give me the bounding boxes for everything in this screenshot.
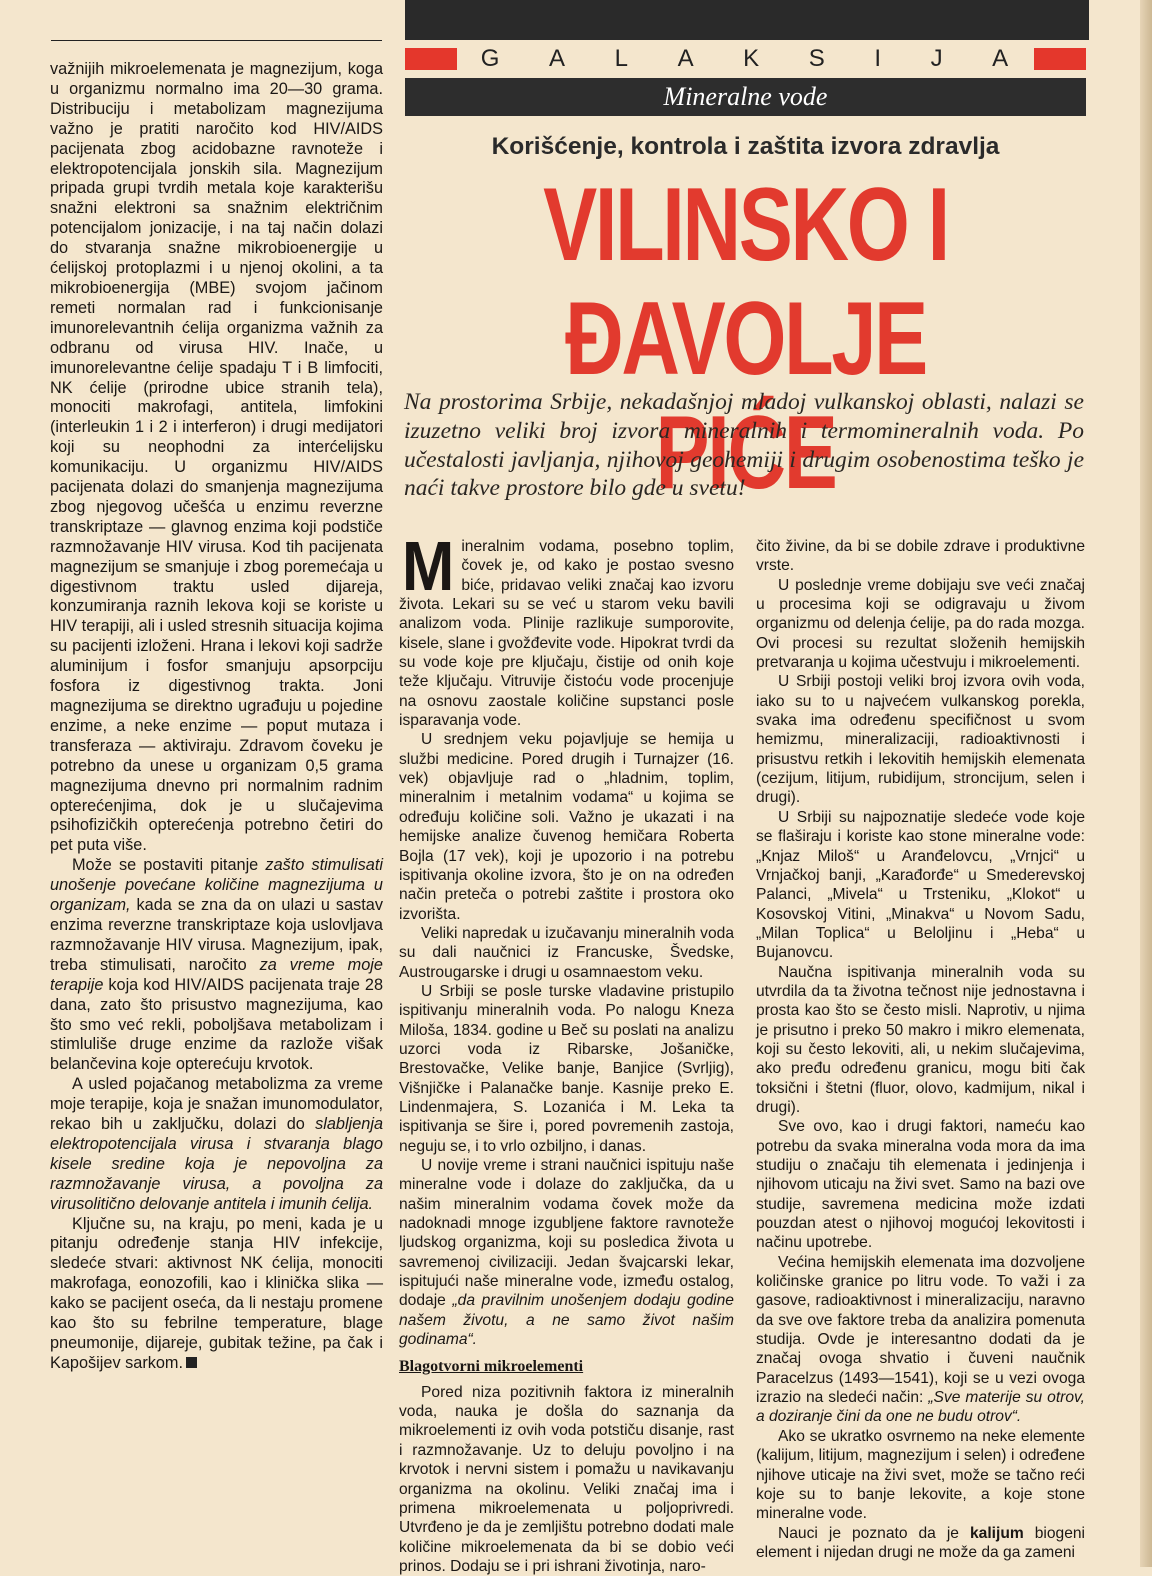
section-name bbox=[457, 45, 1034, 73]
right-paragraph-5: Naučna ispitivanja mineralnih voda su utvrdila da ta životna tečnost nije jednostavna i prosta kao što se često misli. Naprotiv, u njima je prisutno i preko 50 makro i mikro elemenata, koji su često lekoviti, ali, u nekim slučajevima, ako pređu određenu granicu, mogu biti čak toksični i štetni (fluor, olovo, kadmijum, nikal i drugi). bbox=[756, 963, 1085, 1116]
section-banner bbox=[405, 46, 1086, 72]
left-paragraph-3: A usled pojačanog metabolizma za vreme moje terapije, koja je snažan imunomodulator, rekao bih u zaključku, dolazi do slabljenja elektropotencijala virusa i stvaranja blago kisele sredine koja je nepovoljna za razmnožavanje virusa, a povoljna za virusolitično delovanje antitela i imunih ćelija. bbox=[50, 1075, 383, 1213]
right-paragraph-6: Sve ovo, kao i drugi faktori, nameću kao potrebu da svaka mineralna voda mora da ima studiju o značaju tih elemenata i jedinjenja i njihovom uticaju na živi svet. Samo na bazi ove studije, savremena medicina može izdati pouzdan atest o njihovoj mogućoj lekovitosti i načinu upotrebe. bbox=[756, 1118, 1085, 1252]
mid-paragraph-2: U srednjem veku pojavljuje se hemija u službi medicine. Pored drugih i Turnajzer (16. vek) objavljuje rad o „hladnim, toplim, mineralnim i metalnim vodama“ u kojima se određuju količine soli. Važno je ukazati i na hemijske analize čuvenog hemičara Roberta Bojla (17 vek), koji je upozorio i na potrebu ispitivanja okoline izvora, što je on na određen način preteča o potrebi zaštite i prostora oko izvorišta. bbox=[399, 731, 734, 923]
right-paragraph-8: Ako se ukratko osvrnemo na neke elemente (kalijum, litijum, magnezijum i selen) i određene njihove uticaje na živi svet, može se tačno reći koje su to banje lekovite, a koje stone mineralne vode. bbox=[756, 1427, 1085, 1523]
right-paragraph-4: U Srbiji su najpoznatije sledeće vode koje se flaširaju i koriste kao stone mineralne vode: „Knjaz Miloš“ u Aranđelovcu, „Vrnjci“ u Vrnjačkoj banji, „Karađorđe“ u Smederevskoj Palanci, „Mivela“ u Trsteniku, „Klokot“ u Kosovskoj Vitini, „Minakva“ u Novom Sadu, „Milan Toplica“ u Beloljinu i „Heba“ u Bujanovcu. bbox=[756, 808, 1085, 962]
title-line-2: ĐAVOLJE PIĆE bbox=[565, 281, 926, 511]
right-paragraph-7: Većina hemijskih elemenata ima dozvoljene količinske granice po litru vode. To važi i za gasove, radioaktivnost i mineralizaciju, naravno da sve ove faktore treba da analizira pomenuta studija. Ovde je interesantno dodati da je značaj ovoga shvatio i čuveni naučnik Paracelzus (1493—1541), koji se u vezi ovoga izrazio na sledeći način: „Sve materije su otrov, a doziranje čini da one ne budu otrov“. bbox=[756, 1253, 1085, 1426]
drop-cap: M bbox=[401, 527, 455, 605]
section-letter: A bbox=[992, 45, 1011, 72]
mid-paragraph-3: Veliki napredak u izučavanju mineralnih voda su dali naučnici iz Francuske, Švedske, Austrougarske i drugi u osamnaestom veku. bbox=[399, 924, 734, 981]
red-block-left bbox=[405, 48, 457, 70]
right-paragraph-1: čito živine, da bi se dobile zdrave i produktivne vrste. bbox=[756, 538, 1085, 575]
mid-paragraph-4: U Srbiji se posle turske vladavine pristupilo ispitivanju mineralnih voda. Po nalogu Kneza Miloša, 1834. godine u Beč su poslati na analizu uzorci voda iz Ribarske, Jošaničke, Brestovačke, Velike banje, Banjice (Svrljig), Višnjičke i Palanačke banje. Kasnije preko E. Lindenmajera, S. Lozanića i M. Leka ta ispitivanja se šire i, pored povremenih zastoja, neguju se, i to vrlo ozbiljno, i danas. bbox=[399, 982, 734, 1155]
left-paragraph-2: Može se postaviti pitanje zašto stimulisati unošenje povećane količine magnezijuma u organizam, kada se zna da on ulazi u sastav enzima reverzne transkriptaze koja uslovljava razmnožavanje HIV virusa. Magnezijum, ipak, treba stimulisati, naročito za vreme moje terapije koja kod HIV/AIDS pacijenata traje 28 dana, zato što prisustvo magnezijuma, kao što smo već rekli, poboljšava metabolizam i stimluliše druge enzime da razlože višak belančevina koje opterećuju krvotok. bbox=[50, 856, 383, 1074]
section-letter: G bbox=[480, 45, 502, 72]
mid-paragraph-1: Mineralnim vodama, posebno toplim, čovek je, od kako je postao svesno biće, pridavao veliki značaj kao izvoru života. Lekari su se već u starom veku bavili analizom voda. Plinije razlikuje sumporovite, kisele, slane i gvožđevite vode. Hipokrat tvrdi da su vode koje pre ključaju, čistije od onih koje teže ključaju. Vitruvije čistoću vode procenjuje na osnovu zaostale količine supstanci posle isparavanja vode. bbox=[399, 527, 734, 730]
mid-paragraph-5: U novije vreme i strani naučnici ispituju naše mineralne vode i dolaze do zaključka, da u našim mineralnim vodama čovek može da nadoknadi mnoge izgubljene faktore ravnoteže ljudskog organizma, koji su posledica života u savremenoj civilizaciji. Jedan švajcarski lekar, ispitujući naše mineralne vode, između ostalog, dodaje „da pravilnim unošenjem dodaju godine našem životu, a ne samo život našim godinama“. bbox=[399, 1157, 734, 1349]
section-letter: A bbox=[677, 45, 696, 72]
title-line-1: VILINSKO I bbox=[543, 167, 948, 283]
right-paragraph-3: U Srbiji postoji veliki broj izvora ovih voda, iako su to u najvećem vulkanskog porekla, svaka ima određenu specifičnost u svom hemizmu, mineralizaciji, radioaktivnosti i prisustvu retkih i lekovitih hemijskih elemenata (cezijum, litijum, rubidijum, stroncijum, selen i drugi). bbox=[756, 673, 1085, 807]
section-letter: L bbox=[614, 45, 630, 72]
section-letter: A bbox=[549, 45, 568, 72]
rubric-label: Mineralne vode bbox=[405, 78, 1086, 116]
left-column bbox=[50, 60, 383, 1374]
section-letter: K bbox=[743, 45, 762, 72]
left-paragraph-1: važnijih mikroelemenata je magnezijum, koga u organizmu normalno ima 20—30 grama. Distribuciju i metabolizam magnezijuma važno je pratiti naročito kod HIV/AIDS pacijenata zbog acidobazne ravnoteže i elektropotencijala jonskih sila. Magnezijum pripada grupi tvrdih metala koje karakterišu snažni elektroni sa snažnim električnim potencijalom jonizacije, i na taj način dolazi do stvaranja snažne mikrobioenergije u ćelijskoj protoplazmi i u njenoj okolini, a ta mikrobioenergija (MBE) svojom jačinom remeti normalan rad i funkcionisanje imunorelevantnih ćelija organizma važnih za odbranu od virusa HIV. Inače, u imunorelevantne ćelije spadaju T i B limfociti, NK ćelije (prirodne ubice stranih tela), monociti makrofagi, antitela, limfokini (interleukin 1 i 2 i interferon) i drugi medijatori koji su neophodni za interćelijsku komunikaciju. U organizmu HIV/AIDS pacijenata dolazi do smanjenja magnezijuma zbog njegovog učešća u enzimu reverzne transkriptaze — glavnog enzima koji podstiče razmnožavanje HIV virusa. Kod tih pacijenata magnezijum se smanjuje i zbog poremećaja u digestivnom traktu usled dijareja, konzumiranja raznih lekova koji se koriste u HIV terapiji, ali i usled stresnih situacija kojima su pacijenti izloženi. Hrana i lekovi koji sadrže aluminijum i fosfor smanjuju apsorpciju fosfora iz digestivnog trakta. Joni magnezijuma se direktno ugrađuju u pojedine enzime, a neke enzime — poput mutaza i transferaza — aktiviraju. Zdravom čoveku je potrebno da unese u organizam 0,5 grama magnezijuma dnevno pri normalnim radnim opterećenjima, dok je u slučajevima psihofizičkih opterećenja potrebno četiri do pet puta više. bbox=[50, 60, 383, 855]
top-rule bbox=[51, 40, 382, 41]
left-paragraph-4: Ključne su, na kraju, po meni, kada je u pitanju određenje stanja HIV infekcije, sledeće stvari: aktivnost NK ćelija, monociti makrofaga, eonozofili, kao i klinička slika — kako se pacijent oseća, da li nestaju promene kao što su febrilne temperature, blage pneumonije, dijareje, gubitak težine, pa čak i Kapošijev sarkom. bbox=[50, 1214, 383, 1372]
section-letter: I bbox=[874, 45, 884, 72]
right-paragraph-2: U poslednje vreme dobijaju sve veći značaj u procesima koji se odigravaju u živom organizmu od delenja ćelije, pa do rada mozga. Ovi procesi su rezultat složenih hemijskih pretvaranja u kojima učestvuju i mikroelementi. bbox=[756, 576, 1085, 672]
mid-paragraph-6: Pored niza pozitivnih faktora iz mineralnih voda, nauka je došla do saznanja da mikroelementi iz ovih voda potstiču disanje, rast i razmnožavanje. Uz to deluju povoljno i na krvotok i nervni sistem i pomažu u navikavanju organizma na okolinu. Veliki značaj ima i primena mikroelemenata u poljoprivredi. Utvrđeno je da je zemljištu potrebno dodati male količine mikroelemenata da bi se dobio veći prinos. Dodaju se i pri ishrani životinja, naro- bbox=[399, 1383, 734, 1575]
section-subheading: Blagotvorni mikroelementi bbox=[399, 1358, 584, 1376]
article-lead: Na prostorima Srbije, nekadašnjoj mladoj vulkanskoj oblasti, nalazi se izuzetno veliki broj izvora mineralnih i termomineralnih voda. Po učestalosti javljanja, njihovoj geohemiji i drugim osobenostima teško je naći takve prostore bilo gde u svetu! bbox=[404, 389, 1084, 502]
section-letter: S bbox=[808, 45, 827, 72]
page-edge bbox=[1140, 0, 1152, 1567]
red-block-right bbox=[1034, 48, 1086, 70]
middle-column bbox=[399, 527, 734, 1576]
right-paragraph-9: Nauci je poznato da je kalijum biogeni element i nijedan drugi ne može da ga zameni bbox=[756, 1524, 1086, 1561]
header-bar bbox=[405, 0, 1089, 40]
right-column bbox=[756, 537, 1085, 1562]
end-mark bbox=[186, 1357, 197, 1368]
article-subtitle: Korišćenje, kontrola i zaštita izvora zdravlja bbox=[491, 133, 1000, 160]
section-letter: J bbox=[930, 45, 945, 72]
